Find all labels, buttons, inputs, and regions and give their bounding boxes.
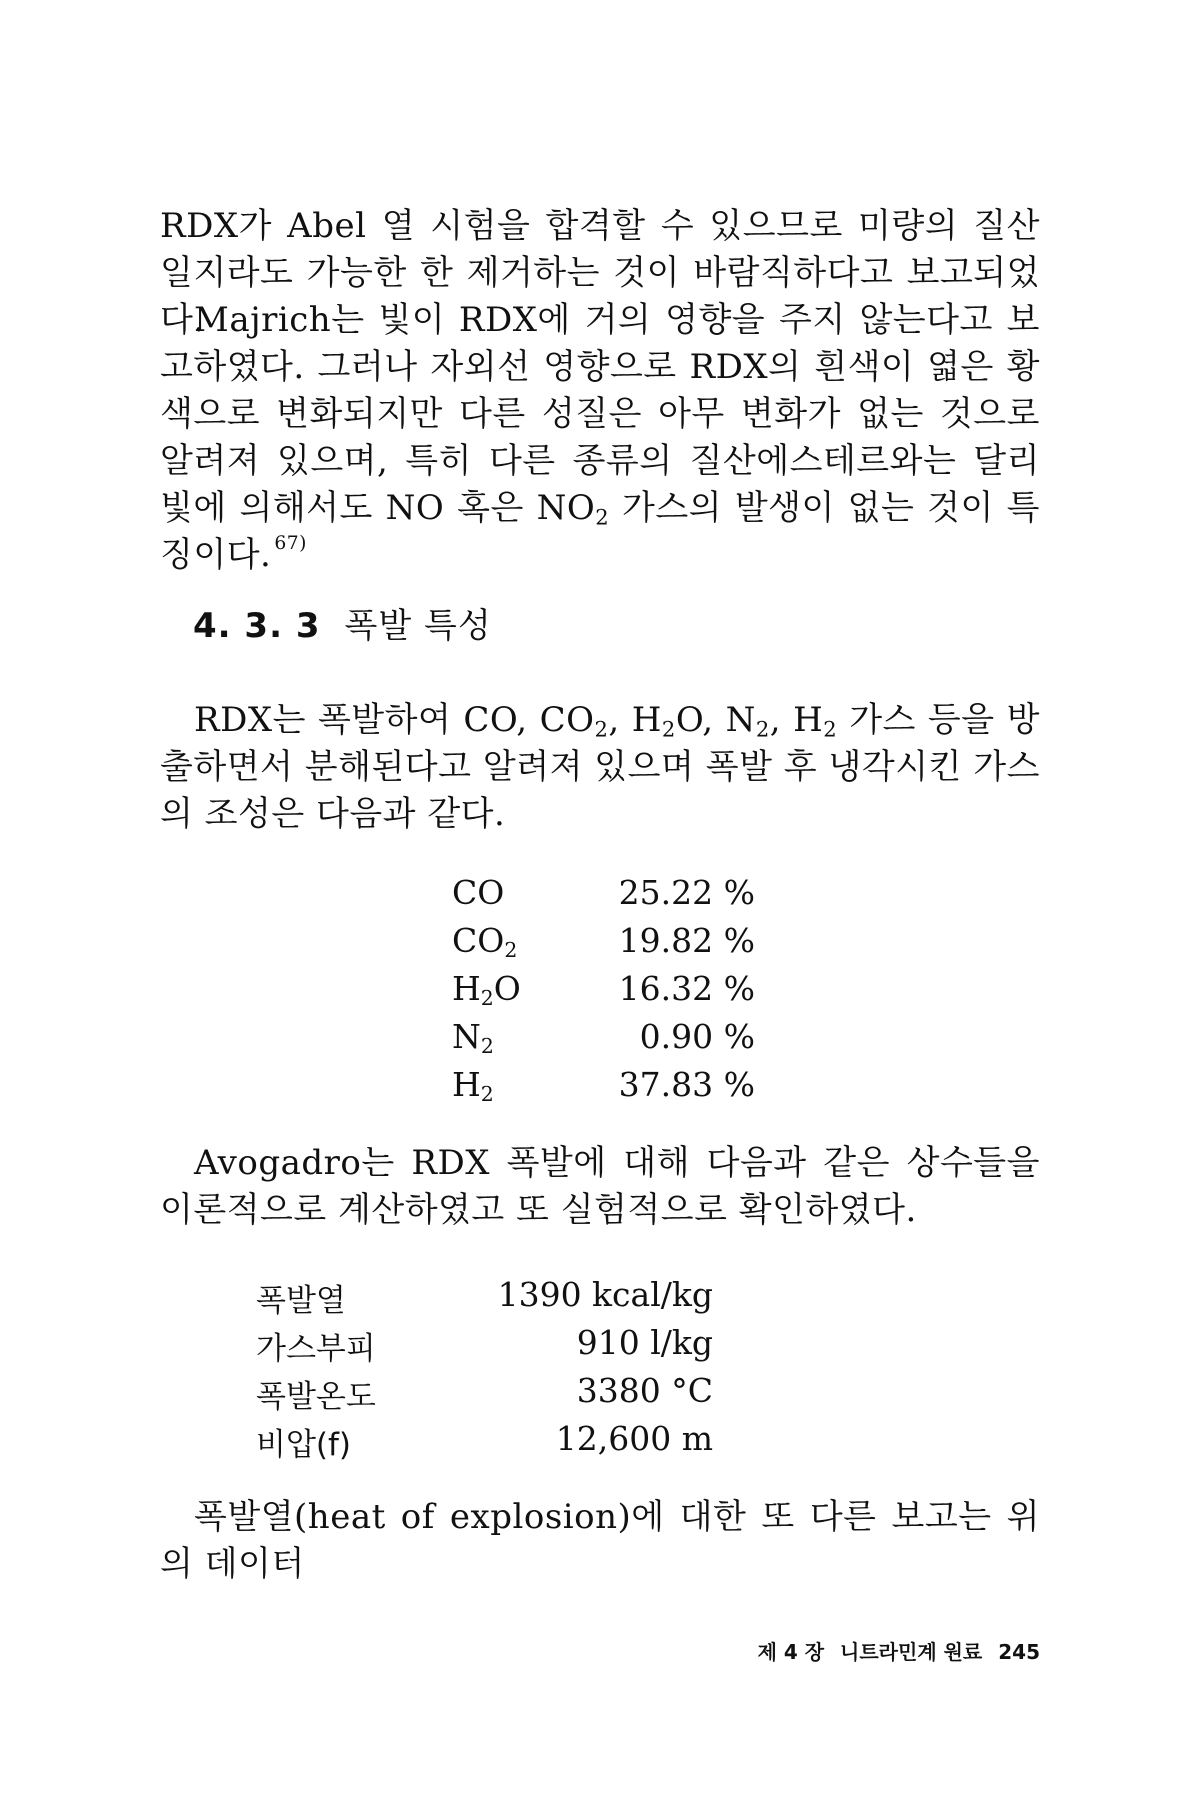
decomposition-text-part: , H (769, 700, 824, 740)
page-number: 245 (998, 1640, 1040, 1664)
table-row (256, 1419, 713, 1463)
decomposition-text-part: 가스 등을 방출하면서 분해된다고 알려져 있으며 폭발 후 냉각시킨 가스의 조성은 다음과 같다. (160, 700, 1041, 834)
paragraph-heat-of-explosion (160, 1494, 1040, 1588)
gas-name: $H_2$ (452, 1065, 494, 1107)
footer-chapter: 제 4 장 (757, 1640, 825, 1664)
paragraph-abel-test-text: RDX가 Abel 열 시험을 합격할 수 있으므로 미량의 질산일지라도 가능한 한 제거하는 것이 바람직하다고 보고되었다. (160, 206, 1040, 340)
paragraph-avogadro (160, 1140, 1040, 1234)
property-value: 3380 °C (576, 1371, 713, 1410)
n2-subscript: 2 (755, 716, 770, 742)
property-label: 가스부피 (256, 1331, 376, 1367)
gas-name: CO (452, 873, 505, 912)
property-value: 1390 kcal/kg (497, 1275, 713, 1314)
gas-percentage: 16.32 % (618, 969, 755, 1008)
paragraph-light-effect-text: Majrich는 빛이 RDX에 거의 영향을 주지 않는다고 보고하였다. 그러나 자외선 영향으로 RDX의 흰색이 엷은 황색으로 변화되지만 다른 성질은 아무 변화가 없는 것으로 알려져 있으며, 특히 다른 종류의 질산에스테르와는 달리 빛에 의해서도 NO 혹은 (160, 300, 1040, 528)
no2-formula-subscript: 2 (595, 504, 610, 530)
table-row (452, 1017, 755, 1061)
property-value: 12,600 m (555, 1419, 713, 1458)
table-row (256, 1275, 713, 1319)
h2o-subscript: 2 (661, 716, 676, 742)
gas-percentage: 37.83 % (618, 1065, 755, 1104)
gas-name: $CO_2$ (452, 921, 518, 963)
section-title: 폭발 특성 (344, 606, 492, 646)
property-label: 비압(f) (256, 1427, 351, 1463)
h2-subscript: 2 (823, 716, 838, 742)
gas-percentage: 0.90 % (639, 1017, 755, 1056)
table-row (256, 1323, 713, 1367)
gas-name: $N_2$ (452, 1017, 494, 1059)
table-row (452, 1065, 755, 1109)
footer-chapter-title: 니트라민계 원료 (840, 1640, 983, 1664)
table-row (256, 1371, 713, 1415)
paragraph-avogadro-text: Avogadro는 RDX 폭발에 대해 다음과 같은 상수들을 이론적으로 계산하였고 또 실험적으로 확인하였다. (160, 1143, 1040, 1230)
gas-percentage: 25.22 % (618, 873, 755, 912)
section-heading (193, 598, 492, 647)
decomposition-text-part: RDX는 폭발하여 CO, CO (194, 700, 595, 740)
running-footer (742, 1636, 1040, 1665)
paragraph-heat-of-explosion-text: 폭발열(heat of explosion)에 대한 또 다른 보고는 위의 데이터 (160, 1497, 1040, 1584)
table-row (452, 921, 755, 965)
paragraph-decomposition (160, 697, 1040, 838)
reference-superscript: 67) (274, 533, 307, 555)
table-row (452, 873, 755, 917)
property-label: 폭발온도 (256, 1379, 376, 1415)
table-row (452, 969, 755, 1013)
gas-percentage: 19.82 % (618, 921, 755, 960)
decomposition-text-part: , H (608, 700, 662, 740)
section-number: 4. 3. 3 (193, 606, 321, 646)
co2-subscript: 2 (594, 716, 609, 742)
decomposition-text-part: O, N (675, 700, 756, 740)
property-label: 폭발열 (256, 1283, 346, 1319)
gas-name: $H_2O$ (452, 969, 521, 1011)
paragraph-light-effect-tail: 가스의 발생이 없는 것이 특징이다. (160, 488, 1040, 575)
paragraph-light-effect (160, 297, 1040, 579)
property-value: 910 l/kg (576, 1323, 713, 1362)
no2-formula-base: NO (536, 488, 596, 528)
